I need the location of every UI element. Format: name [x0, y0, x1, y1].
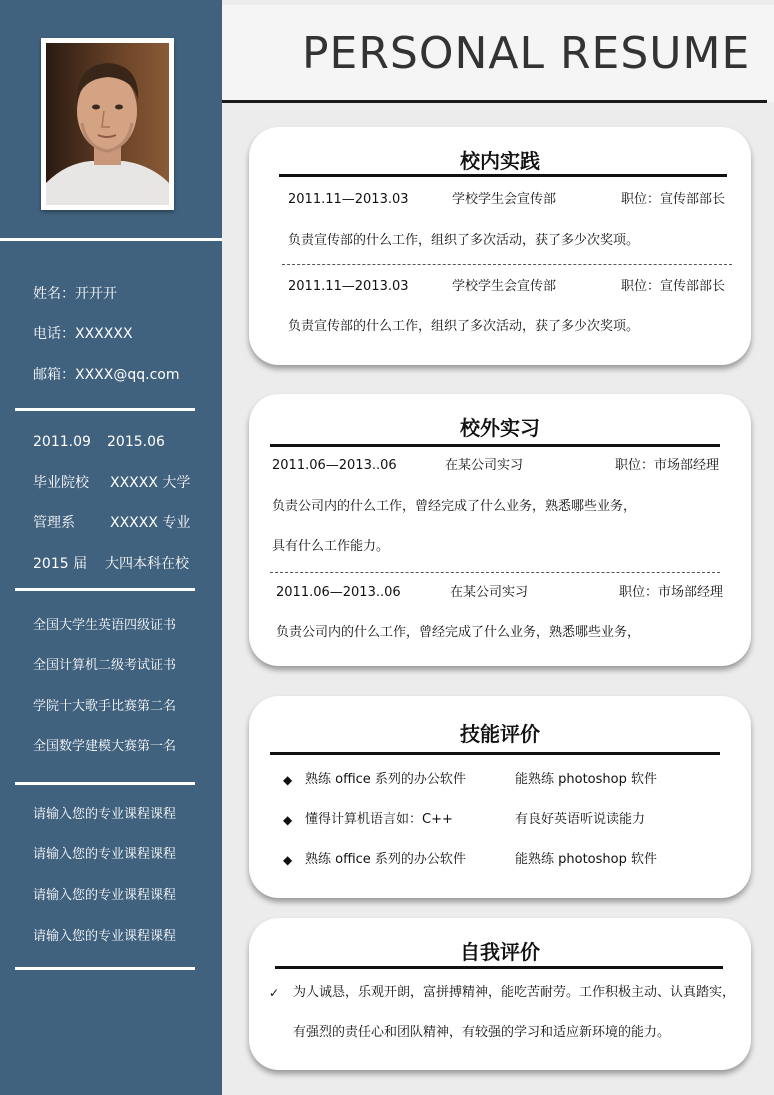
section-rule [270, 444, 720, 447]
entry-desc: 负责宣传部的什么工作，组织了多次活动，获了多少次奖项。 [288, 233, 640, 248]
course-item: 请输入您的专业课程课程 [33, 929, 177, 944]
certificate-item: 全国数学建模大赛第一名 [33, 739, 177, 754]
skill-item: 能熟练 photoshop 软件 [515, 772, 657, 787]
section-title: 技能评价 [460, 722, 540, 746]
entry-role: 职位：宣传部部长 [621, 279, 726, 294]
skill-item: 有良好英语听说读能力 [515, 812, 646, 827]
entry-date: 2011.11—2013.03 [288, 192, 409, 207]
edu-class: 2015 届 [33, 556, 88, 572]
self-eval-text: 有强烈的责任心和团队精神，有较强的学习和适应新环境的能力。 [293, 1025, 671, 1040]
entry-org: 学校学生会宣传部 [452, 192, 557, 207]
section-title: 校内实践 [460, 149, 540, 173]
contact-phone: 电话：XXXXXX [33, 326, 133, 342]
course-item: 请输入您的专业课程课程 [33, 888, 177, 903]
sidebar-divider [15, 588, 195, 591]
entry-org: 在某公司实习 [445, 458, 524, 473]
contact-email: 邮箱：XXXX@qq.com [33, 367, 180, 383]
skill-item: 熟练 office 系列的办公软件 [305, 772, 466, 787]
entry-desc: 负责公司内的什么工作，曾经完成了什么业务，熟悉哪些业务， [272, 499, 637, 514]
skill-item: 懂得计算机语言如：C++ [305, 812, 453, 827]
card-self-evaluation [249, 918, 751, 1070]
sidebar-divider [15, 782, 195, 785]
sidebar-divider [15, 967, 195, 970]
section-title: 校外实习 [460, 416, 540, 440]
page-title: PERSONAL RESUME [302, 28, 751, 79]
diamond-bullet-icon: ◆ [283, 773, 293, 787]
edu-school-label: 毕业院校 [33, 475, 89, 491]
entry-role: 职位：市场部经理 [619, 585, 724, 600]
card-campus-practice [249, 127, 751, 365]
course-item: 请输入您的专业课程课程 [33, 807, 177, 822]
edu-date-start: 2011.09 [33, 434, 91, 450]
entry-desc: 具有什么工作能力。 [272, 539, 390, 554]
section-rule [279, 174, 727, 177]
sidebar [0, 0, 222, 1095]
edu-school: XXXXX 大学 [110, 475, 191, 491]
contact-name: 姓名：开开开 [33, 286, 117, 302]
dashed-divider [282, 264, 732, 265]
section-rule [275, 966, 723, 969]
portrait-image [46, 43, 169, 205]
certificate-item: 全国大学生英语四级证书 [33, 618, 177, 633]
checkmark-icon: ✓ [269, 986, 280, 1000]
edu-major: XXXXX 专业 [110, 515, 191, 531]
entry-date: 2011.06—2013..06 [276, 585, 401, 600]
entry-org: 在某公司实习 [450, 585, 529, 600]
edu-date-end: 2015.06 [107, 434, 165, 450]
header-rule [222, 100, 767, 103]
section-rule [270, 752, 720, 755]
sidebar-divider [0, 238, 222, 241]
card-skills [249, 696, 751, 898]
entry-role: 职位：宣传部部长 [621, 192, 726, 207]
profile-photo-frame [41, 38, 174, 210]
self-eval-text: 为人诚恳，乐观开朗，富拼搏精神，能吃苦耐劳。工作积极主动、认真踏实， [293, 985, 736, 1000]
entry-desc: 负责公司内的什么工作，曾经完成了什么业务，熟悉哪些业务， [276, 625, 641, 640]
diamond-bullet-icon: ◆ [283, 853, 293, 867]
entry-date: 2011.11—2013.03 [288, 279, 409, 294]
edu-status: 大四本科在校 [105, 556, 189, 572]
profile-photo [46, 43, 169, 205]
certificate-item: 学院十大歌手比赛第二名 [33, 699, 177, 714]
entry-desc: 负责宣传部的什么工作，组织了多次活动，获了多少次奖项。 [288, 319, 640, 334]
entry-date: 2011.06—2013..06 [272, 458, 397, 473]
skill-item: 能熟练 photoshop 软件 [515, 852, 657, 867]
entry-role: 职位：市场部经理 [615, 458, 720, 473]
edu-dept: 管理系 [33, 515, 75, 531]
sidebar-divider [15, 408, 195, 411]
entry-org: 学校学生会宣传部 [452, 279, 557, 294]
diamond-bullet-icon: ◆ [283, 813, 293, 827]
dashed-divider [270, 572, 720, 573]
card-internship [249, 394, 751, 666]
certificate-item: 全国计算机二级考试证书 [33, 658, 177, 673]
section-title: 自我评价 [460, 940, 540, 964]
skill-item: 熟练 office 系列的办公软件 [305, 852, 466, 867]
course-item: 请输入您的专业课程课程 [33, 847, 177, 862]
